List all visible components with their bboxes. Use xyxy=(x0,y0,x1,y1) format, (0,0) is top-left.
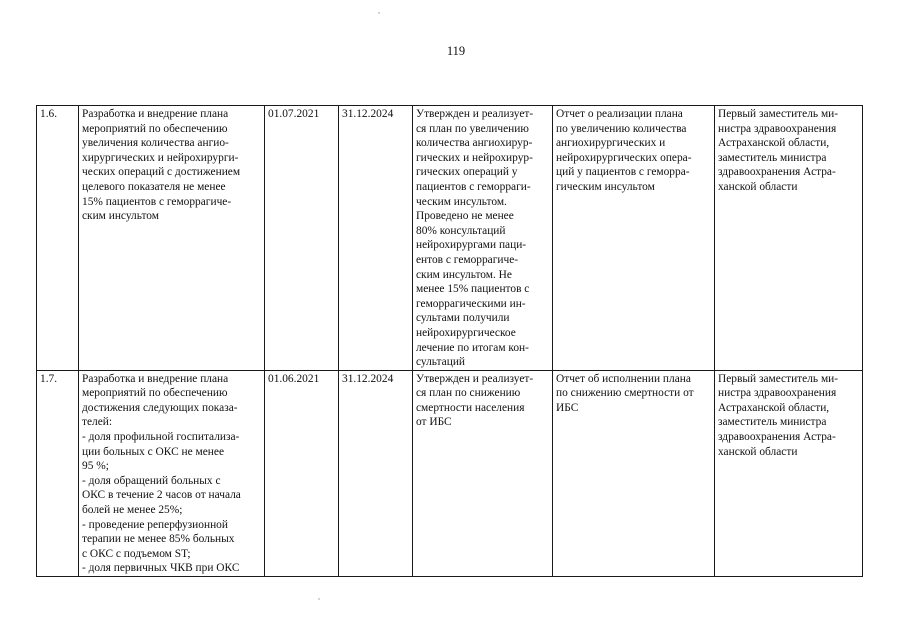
cell-end-date: 31.12.2024 xyxy=(339,106,413,371)
cell-report-type: Отчет о реализации плана по увеличению количества ангиохирургических и нейрохирургических опера- ций у пациентов с геморра- гическим инсультом xyxy=(553,106,715,371)
table-row xyxy=(37,370,863,576)
cell-start-date: 01.07.2021 xyxy=(265,106,339,371)
cell-measure-name: Разработка и внедрение плана мероприятий по обеспечению увеличения количества ангио- хирургических и нейрохирурги- ческих операций с достижением целевого показателя не менее 15% пациентов с геморрагиче- ским инсультом xyxy=(79,106,265,371)
cell-end-date: 31.12.2024 xyxy=(339,370,413,576)
page-number: 119 xyxy=(446,44,466,58)
scan-speck xyxy=(318,598,320,600)
table-row xyxy=(37,106,863,371)
cell-start-date: 01.06.2021 xyxy=(265,370,339,576)
cell-responsible: Первый заместитель ми- нистра здравоохранения Астраханской области, заместитель министра здравоохранения Астра- ханской области xyxy=(715,106,863,371)
cell-expected-result: Утвержден и реализует- ся план по снижению смертности населения от ИБС xyxy=(413,370,553,576)
cell-report-type: Отчет об исполнении плана по снижению смертности от ИБС xyxy=(553,370,715,576)
scan-speck xyxy=(378,12,380,14)
cell-expected-result: Утвержден и реализует- ся план по увеличению количества ангиохирур- гических и нейрохирур- гических операций у пациентов с геморраги- ческим инсультом. Проведено не менее 80% консультаций нейрохирургами паци- ентов с геморрагиче- ским инсультом. Не менее 15% пациентов с геморрагическими ин- сультами получили нейрохирургическое лечение по итогам кон- сультаций xyxy=(413,106,553,371)
cell-item-number: 1.7. xyxy=(37,370,79,576)
cell-responsible: Первый заместитель ми- нистра здравоохранения Астраханской области, заместитель министра здравоохранения Астра- ханской области xyxy=(715,370,863,576)
cell-measure-name: Разработка и внедрение плана мероприятий по обеспечению достижения следующих показа- телей: - доля профильной госпитализа- ции больных с ОКС не менее 95 %; - доля обращений больных с ОКС в течение 2 часов от начала болей не менее 25%; - проведение реперфузионной терапии не менее 85% больных с ОКС с подъемом ST; - доля первичных ЧКВ при ОКС xyxy=(79,370,265,576)
plan-table xyxy=(36,105,863,577)
cell-item-number: 1.6. xyxy=(37,106,79,371)
